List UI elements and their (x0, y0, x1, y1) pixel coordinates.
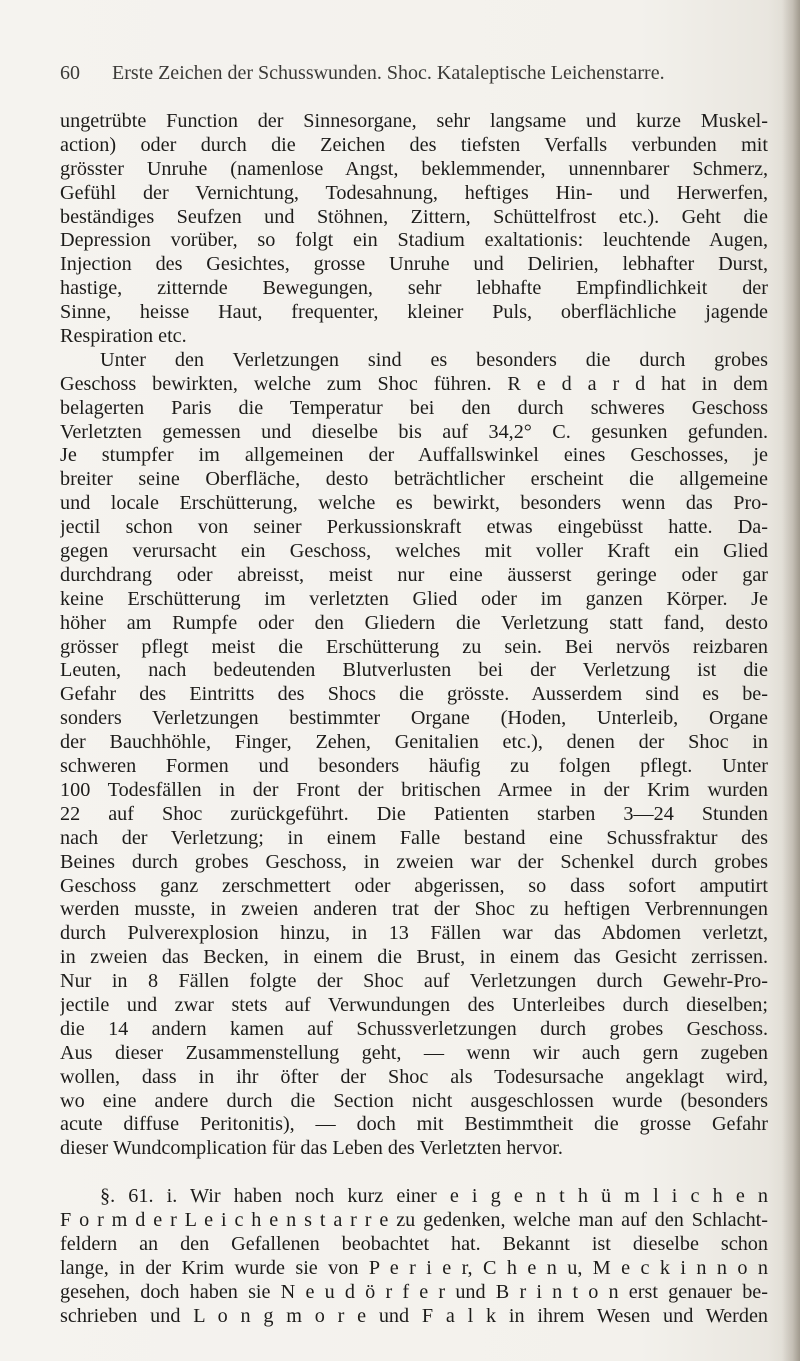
text-line: werden musste, in zweien anderen trat der Shoc zu heftigen Verbrennungen (60, 898, 768, 921)
text-line: durchdrang oder abreisst, meist nur eine äusserst geringe oder gar (60, 563, 768, 586)
text-line: lange, in der Krim wurde sie von P e r i e r, C h e n u, M e c k i n n o n (60, 1256, 768, 1279)
text-line: Respiration etc. (60, 325, 187, 348)
text-line: acute diffuse Peritonitis), — doch mit Bestimmtheit die grosse Gefahr (60, 1113, 768, 1136)
text-line: grösster Unruhe (namenlose Angst, beklemmender, unnennbarer Schmerz, (60, 157, 768, 180)
text-line: durch Pulverexplosion hinzu, in 13 Fällen war das Abdomen verletzt, (60, 922, 768, 945)
text-line: belagerten Paris die Temperatur bei den durch schweres Geschoss (60, 396, 768, 419)
text-line: Leuten, nach bedeutenden Blutverlusten bei der Verletzung ist die (60, 659, 768, 682)
text-line: der Bauchhöhle, Finger, Zehen, Genitalien etc.), denen der Shoc in (60, 731, 768, 754)
text-line (60, 1161, 768, 1185)
text-line: action) oder durch die Zeichen des tiefsten Verfalls verbunden mit (60, 133, 768, 156)
text-line: Aus dieser Zusammenstellung geht, — wenn wir auch gern zugeben (60, 1041, 768, 1064)
text-line: schrieben und L o n g m o r e und F a l k in ihrem Wesen und Werden (60, 1304, 768, 1327)
text-line: schweren Formen und besonders häufig zu folgen pflegt. Unter (60, 755, 768, 778)
text-line: 100 Todesfällen in der Front der britischen Armee in der Krim wurden (60, 778, 768, 801)
text-line: 22 auf Shoc zurückgeführt. Die Patienten starben 3—24 Stunden (60, 802, 768, 825)
text-line: feldern an den Gefallenen beobachtet hat. Bekannt ist dieselbe schon (60, 1232, 768, 1255)
text-line: Sinne, heisse Haut, frequenter, kleiner Puls, oberflächliche jagende (60, 301, 768, 324)
text-line: Beines durch grobes Geschoss, in zweien war der Schenkel durch grobes (60, 850, 768, 873)
text-line: dieser Wundcomplication für das Leben des Verletzten hervor. (60, 1137, 563, 1160)
text-line: §. 61. i. Wir haben noch kurz einer e i g e n t h ü m l i c h e n (100, 1185, 768, 1208)
text-line: in zweien das Becken, in einem die Brust, in einem das Gesicht zerrissen. (60, 946, 768, 969)
text-line: beständiges Seufzen und Stöhnen, Zittern, Schüttelfrost etc.). Geht die (60, 205, 768, 228)
text-line: breiter seine Oberfläche, desto beträchtlicher erscheint die allgemeine (60, 468, 768, 491)
text-line: jectil schon von seiner Perkussionskraft etwas eingebüsst hatte. Da- (60, 516, 768, 539)
text-line: hastige, zitternde Bewegungen, sehr lebhafte Empfindlichkeit der (60, 277, 768, 300)
text-line: nach der Verletzung; in einem Falle bestand eine Schussfraktur des (60, 826, 768, 849)
text-line: Unter den Verletzungen sind es besonders die durch grobes (100, 348, 768, 371)
running-title: Erste Zeichen der Schusswunden. Shoc. Kataleptische Leichenstarre. (112, 62, 665, 84)
text-line: sonders Verletzungen bestimmter Organe (Hoden, Unterleib, Organe (60, 707, 768, 730)
text-line: wollen, dass in ihr öfter der Shoc als Todesursache angeklagt wird, (60, 1065, 768, 1088)
text-line: F o r m d e r L e i c h e n s t a r r e zu gedenken, welche man auf den Schlacht- (60, 1208, 768, 1231)
text-line: Gefahr des Eintritts des Shocs die grösste. Ausserdem sind es be- (60, 683, 768, 706)
text-line: und locale Erschütterung, welche es bewirkt, besonders wenn das Pro- (60, 492, 768, 515)
text-line: Injection des Gesichtes, grosse Unruhe und Delirien, lebhafter Durst, (60, 253, 768, 276)
text-line: wo eine andere durch die Section nicht ausgeschlossen wurde (besonders (60, 1089, 768, 1112)
page-number: 60 (60, 62, 80, 84)
text-line: Geschoss ganz zerschmettert oder abgerissen, so dass sofort amputirt (60, 874, 768, 897)
text-line: grösser pflegt meist die Erschütterung zu sein. Bei nervös reizbaren (60, 635, 768, 658)
text-line: Gefühl der Vernichtung, Todesahnung, heftiges Hin- und Herwerfen, (60, 181, 768, 204)
text-line: ungetrübte Function der Sinnesorgane, sehr langsame und kurze Muskel- (60, 110, 768, 132)
text-line: die 14 andern kamen auf Schussverletzungen durch grobes Geschoss. (60, 1017, 768, 1040)
text-line: Geschoss bewirkten, welche zum Shoc führen. R e d a r d hat in dem (60, 372, 768, 395)
text-line: höher am Rumpfe oder den Gliedern die Verletzung statt fand, desto (60, 611, 768, 634)
page-edge-shadow (782, 0, 800, 1361)
text-line: gegen verursacht ein Geschoss, welches mit voller Kraft ein Glied (60, 540, 768, 563)
text-line: Nur in 8 Fällen folgte der Shoc auf Verletzungen durch Gewehr-Pro- (60, 970, 768, 993)
running-header (60, 62, 760, 85)
text-line: Depression vorüber, so folgt ein Stadium exaltationis: leuchtende Augen, (60, 229, 768, 252)
text-line: jectile und zwar stets auf Verwundungen des Unterleibes durch dieselben; (60, 993, 768, 1016)
text-line: keine Erschütterung im verletzten Glied oder im ganzen Körper. Je (60, 587, 768, 610)
body-text (60, 110, 768, 1328)
text-line: Verletzten gemessen und dieselbe bis auf 34,2° C. gesunken gefunden. (60, 420, 768, 443)
text-line: Je stumpfer im allgemeinen der Auffallswinkel eines Geschosses, je (60, 444, 768, 467)
text-line: gesehen, doch haben sie N e u d ö r f e r und B r i n t o n erst genauer be- (60, 1280, 768, 1303)
